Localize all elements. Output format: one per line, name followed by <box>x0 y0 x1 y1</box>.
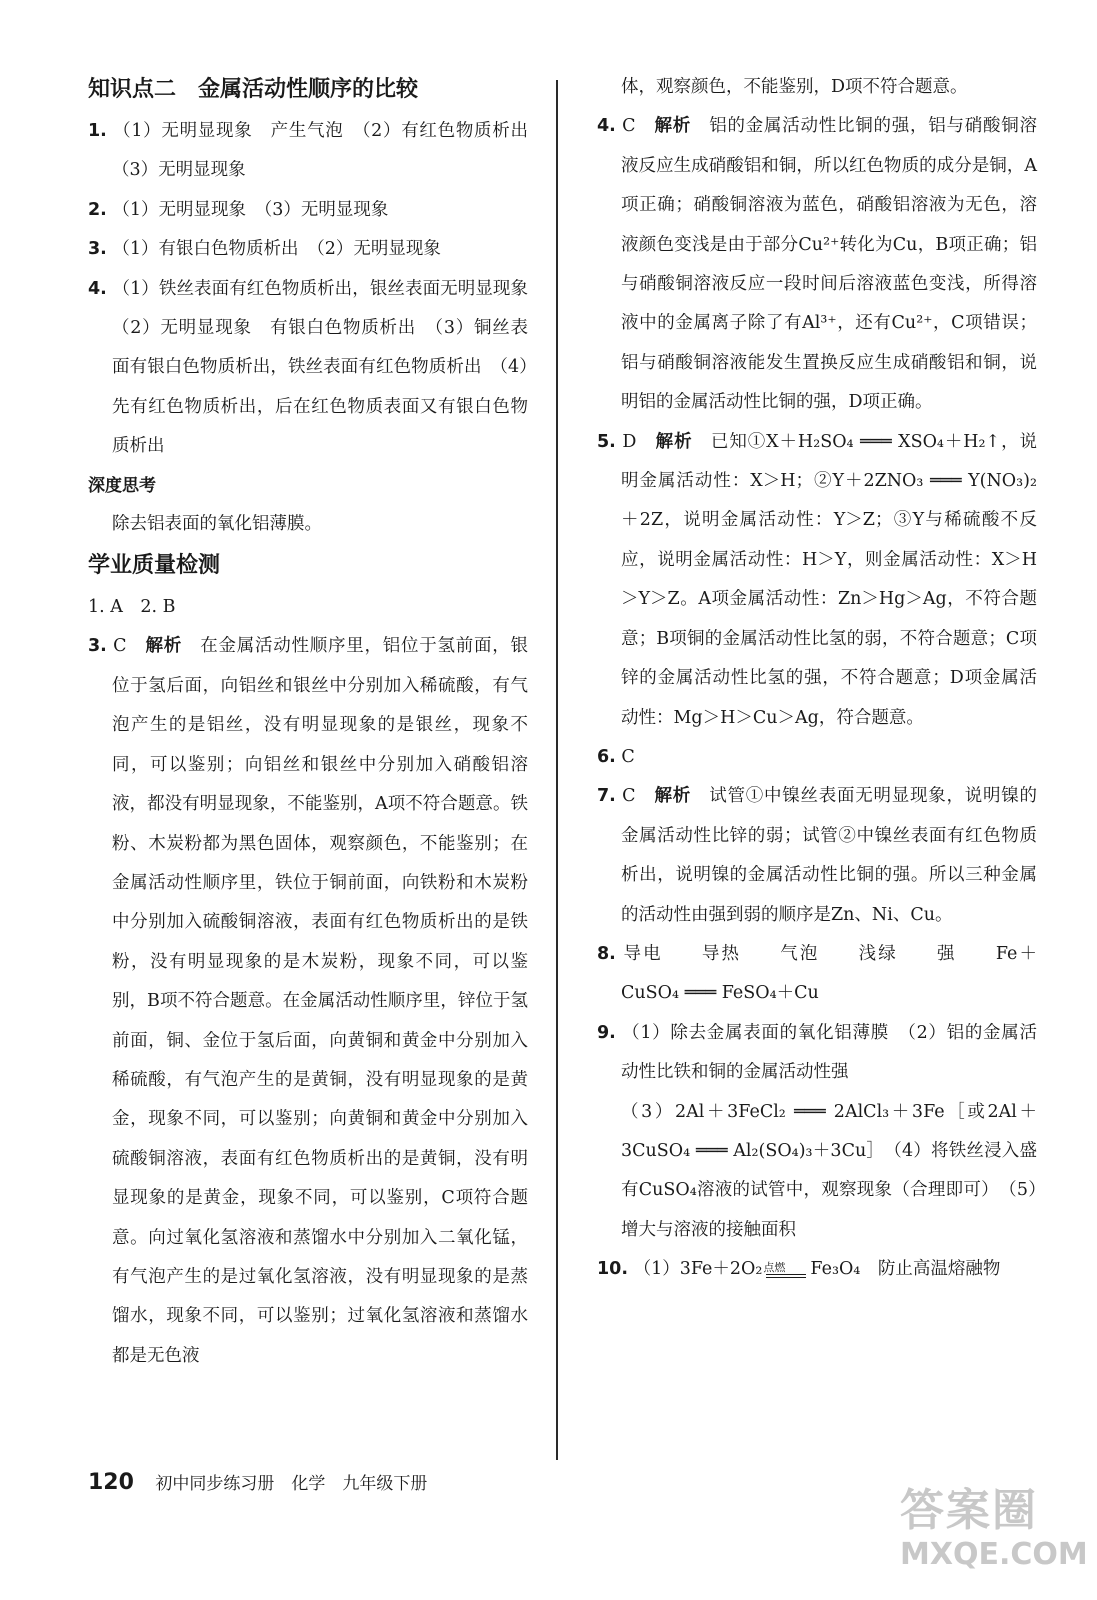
deep-thinking-heading: 深度思考 <box>88 475 156 496</box>
quality-check-heading: 学业质量检测 <box>88 553 221 579</box>
page-number: 120 <box>88 1470 134 1495</box>
reaction-condition: 点燃 <box>763 1260 786 1274</box>
answer-item: 10. （1）3Fe＋2O₂ 点燃 Fe₃O₄ 防止高温熔融物 <box>597 1259 1001 1280</box>
answer-item: 5. D 解析 已知①X＋H₂SO₄ ═══ XSO₄＋H₂↑，说明金属活动性：X＞H；②Y＋2ZNO₃ ═══ Y(NO₃)₂＋2Z，说明金属活动性：Y＞Z；③Y与稀硫酸不反应，说明金属活动性：H＞Y，则金属活动性：X＞H＞Y＞Z。A项金属活动性：Zn＞Hg＞Ag，不符合题意；B项铜的金属活动性比氢的弱，不符合题意；C项锌的金属活动性比氢的强，不符合题意；D项金属活动性：Mg＞H＞Cu＞Ag，符合题意。 <box>597 431 1038 728</box>
answer-item: 4. C 解析 铝的金属活动性比铜的强，铝与硝酸铜溶液反应生成硝酸铝和铜，所以红色物质的成分是铜，A项正确；硝酸铜溶液为蓝色，硝酸铝溶液为无色，溶液颜色变浅是由于部分Cu²⁺转化为Cu，B项正确；铝与硝酸铜溶液反应一段时间后溶液蓝色变浅，所得溶液中的金属离子除了有Al³⁺，还有Cu²⁺，C项错误；铝与硝酸铜溶液能发生置换反应生成硝酸铝和铜，说明铝的金属活动性比铜的强，D项正确。 <box>597 116 1037 413</box>
answer-item: 7. C 解析 试管①中镍丝表面无明显现象，说明镍的金属活动性比锌的弱；试管②中镍丝表面有红色物质析出，说明镍的金属活动性比铜的强。所以三种金属的活动性由强到弱的顺序是Zn、Ni、Cu。 <box>597 786 1037 925</box>
book-title: 初中同步练习册 化学 九年级下册 <box>155 1474 428 1494</box>
left-column <box>88 68 546 1376</box>
watermark-logo: 答案圈 MXQE.COM <box>900 1485 1088 1572</box>
answer-item: 4. （1）铁丝表面有红色物质析出，银丝表面无明显现象 （2）无明显现象 有银白色物质析出 （3）铜丝表面有银白色物质析出，铁丝表面有红色物质析出 （4）先有红色物质析出，后在红色物质表面又有银白色物质析出 <box>88 278 546 457</box>
page-footer <box>88 1468 427 1499</box>
column-divider <box>556 80 558 1460</box>
section-heading: 知识点二 金属活动性顺序的比较 <box>88 77 419 102</box>
answer-item: 9. （1）除去金属表面的氧化铝薄膜 （2）铝的金属活动性比铁和铜的金属活动性强 <box>597 1022 1037 1083</box>
answer-item: 2. （1）无明显现象 （3）无明显现象 <box>88 199 389 220</box>
answer-item: 3. C 解析 在金属活动性顺序里，铝位于氢前面，银位于氢后面，向铝丝和银丝中分别加入稀硫酸，有气泡产生的是铝丝，没有明显现象的是银丝，现象不同，可以鉴别；向铝丝和银丝中分别加入硝酸铝溶液，都没有明显现象，不能鉴别，A项不符合题意。铁粉、木炭粉都为黑色固体，观察颜色，不能鉴别；在金属活动性顺序里，铁位于铜前面，向铁粉和木炭粉中分别加入硫酸铜溶液，表面有红色物质析出的是铁粉，没有明显现象的是木炭粉，现象不同，可以鉴别，B项不符合题意。在金属活动性顺序里，锌位于氢前面，铜、金位于氢后面，向黄铜和黄金中分别加入稀硫酸，有气泡产生的是黄铜，没有明显现象的是黄金，现象不同，可以鉴别；向黄铜和黄金中分别加入硫酸铜溶液，表面有红色物质析出的是黄铜，没有明显现象的是黄金，现象不同，可以鉴别，C项符合题意。向过氧化氢溶液和蒸馏水中分别加入二氧化锰，有气泡产生的是过氧化氢溶液，没有明显现象的是蒸馏水，现象不同，可以鉴别；过氧化氢溶液和蒸馏水都是无色液 <box>88 636 528 1366</box>
answer-item: 3. （1）有银白色物质析出 （2）无明显现象 <box>88 239 441 260</box>
answer-item: 1. A 2. B <box>88 597 176 618</box>
deep-thinking-text: 除去铝表面的氧化铝薄膜。 <box>112 513 322 534</box>
continued-text: 体，观察颜色，不能鉴别，D项不符合题意。 <box>621 77 968 97</box>
answer-item: 1. （1）无明显现象 产生气泡 （2）有红色物质析出 （3）无明显现象 <box>88 121 546 181</box>
answer-item: 6. C <box>597 746 635 767</box>
right-column <box>597 68 1037 1290</box>
answer-item: 8. 导电 导热 气泡 浅绿 强 Fe＋CuSO₄ ═══ FeSO₄＋Cu <box>597 943 1037 1004</box>
answer-continuation: （3）2Al＋3FeCl₂ ═══ 2AlCl₃＋3Fe［或2Al＋3CuSO₄ ═══ Al₂(SO₄)₃＋3Cu］ （4）将铁丝浸入盛有CuSO₄溶液的试管中，观察现象（合理即可） （5）增大与溶液的接触面积 <box>621 1101 1037 1240</box>
